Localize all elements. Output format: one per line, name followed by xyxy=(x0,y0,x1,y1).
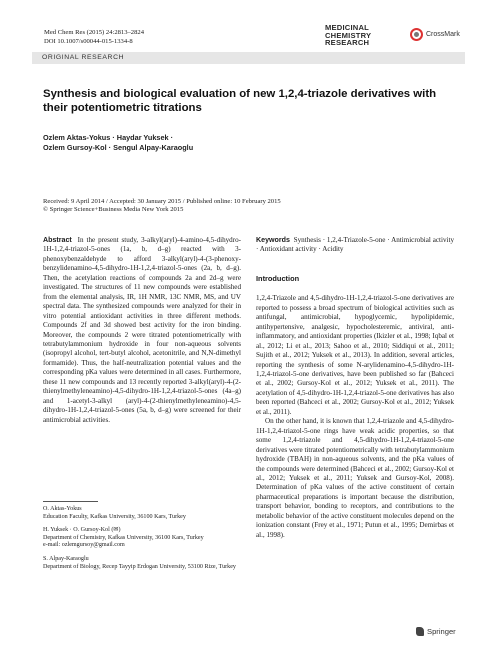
article-type-banner: ORIGINAL RESEARCH xyxy=(32,52,465,64)
author-line: Ozlem Gursoy-Kol · Sengul Alpay-Karaoglu xyxy=(43,143,194,152)
keywords xyxy=(256,236,454,255)
author-list xyxy=(43,133,193,153)
affiliation: O. Aktas-Yokus Education Faculty, Kafkas University, 36100 Kars, Turkey xyxy=(43,506,186,520)
crossmark-label: CrossMark xyxy=(426,31,460,38)
footnote-divider xyxy=(43,501,98,502)
copyright-line: © Springer Science+Business Media New York 2015 xyxy=(43,206,184,214)
journal-masthead-logo: MEDICINAL CHEMISTRY RESEARCH xyxy=(325,23,372,48)
introduction-heading: Introduction xyxy=(256,273,300,283)
crossmark-icon xyxy=(410,28,423,41)
publication-dates xyxy=(43,198,463,215)
keywords-label: Keywords xyxy=(256,236,290,244)
affiliation: S. Alpay-Karaoglu Department of Biology, Recep Tayyip Erdogan University, 53100 Rize, Turkey xyxy=(43,555,236,570)
springer-logo xyxy=(416,627,456,636)
publisher-name: Springer xyxy=(427,627,456,636)
introduction-paragraph: On the other hand, it is known that 1,2,4-triazole and 4,5-dihydro-1H-1,2,4-triazol-5-one rings have weak acidic properties, so that some 1,2,4-triazole and 4,5-dihydro-1H-1,2,4-triazol-5-one derivatives were titrated potentiometrically with tetrabutylammonium hydroxide (TBAH) in non-aqueous solvents, and the pKa values of the compounds were determined (Bahceci et al., 2002; Gursoy-Kol et al., 2012; Yuksek et al., 2011; Yuksek and Gursoy-Kol, 2008). Determination of pKa values of the active constituent of certain pharmaceutical preparations is important because the distribution, transport behavior, bonding to receptors, and contributions to the metabolic behavior of the active constituent molecules depend on the ionization constant (Frey et al., 1971; Putun et al., 1995; Demirbas et al., 1998). xyxy=(256,417,454,539)
abstract-label: Abstract xyxy=(43,236,72,244)
abstract-column xyxy=(43,236,241,425)
keywords-text: Synthesis · 1,2,4-Triazole-5-one · Antimicrobial activity · Antioxidant activity · Acidity xyxy=(256,236,454,254)
author-line: Ozlem Aktas-Yokus · Haydar Yuksek · xyxy=(43,133,174,142)
introduction-paragraph: 1,2,4-Triazole and 4,5-dihydro-1H-1,2,4-triazol-5-one derivatives are reported to possess a broad spectrum of biological activities such as antifungal, antimicrobial, hypoglycemic, hypolipidemic, antihypertensive, analgesic, hypocholesteremic, antiviral, anti-inflammatory, and antioxidant properties (Ikizler et al., 1998; Iqbal et al., 2012; Li et al., 2013; Sahoo et al., 2010; Siddiqui et al., 2011; Sujith et al., 2012; Yuksek et al., 2013). In addition, several articles, reporting the synthesis of some N-arylidenamino-4,5-dihydro-1H-1,2,4-triazol-5-one derivatives, have been published so far (Bahceci et al., 2002; Gursoy-Kol et al., 2012; Yuksek et al., 2011). The acetylation of 4,5-dihydro-1H-1,2,4-triazol-5-one derivatives has also been reported (Bahceci et al., 2002; Gursoy-Kol et al., 2012; Yuksek et al., 2011). xyxy=(256,294,454,416)
right-column xyxy=(256,236,454,540)
affiliation: H. Yuksek · O. Gursoy-Kol (✉) Department of Chemistry, Kafkas University, 36100 Kars, Turkey e-mail: ozlemgursoy@gmail.com xyxy=(43,527,241,550)
abstract-text: In the present study, 3-alkyl(aryl)-4-amino-4,5-dihydro-1H-1,2,4-triazol-5-ones (1a, b, d–g) reacted with 3-phenoxybenzaldehyde to afford 3-alkyl(aryl)-4-(3-phenoxy-benzylidenamino-4,5-dihydro-1H-1,2,4-triazol-5-ones (2a, b, d–g). Then, the acetylation reactions of compounds 2a and 2d–g were investigated. The structures of 11 new compounds were established from the elemental analysis, IR, 1H NMR, 13C NMR, MS, and UV spectral data. The synthesized compounds were analyzed for their in vitro potential antioxidant activities in three different methods. Compounds 2f and 3d showed best activity for the iron binding. Moreover, the compounds 2 were titrated potentiometrically with tetrabutylammonium hydroxide in four non-aqueous solvents (isopropyl alcohol, tert-butyl alcohol, acetonitrile, and N,N-dimethyl formamide). Thus, the half-neutralization potential values and the corresponding pKa values were determined in all cases. Furthermore, these 11 new compounds and 13 recently reported 3-alkyl(aryl)-4-(2-thienylmethyleneamino)-4,5-dihydro-1H-1,2,4-triazol-5-ones (4a–g) and 1-acetyl-3-alkyl (aryl)-4-(2-thienylmethyleneamino)-4,5-dihydro-1H-1,2,4-triazol-5-ones (5a, b, d–g) were screened for their antimicrobial activities. xyxy=(43,236,242,424)
article-title: Synthesis and biological evaluation of new 1,2,4-triazole derivatives with their potentiometric titrations xyxy=(43,88,437,114)
doi[interactable]: DOI 10.1007/s00044-015-1334-8 xyxy=(44,37,133,45)
crossmark-button[interactable] xyxy=(410,28,460,41)
email-link[interactable]: e-mail: ozlemgursoy@gmail.com xyxy=(43,542,125,549)
springer-horse-icon xyxy=(416,627,424,636)
affiliations xyxy=(43,506,241,577)
journal-citation: Med Chem Res (2015) 24:2813–2824 xyxy=(44,29,144,36)
journal-header xyxy=(44,29,144,46)
received-dates: Received: 9 April 2014 / Accepted: 30 January 2015 / Published online: 10 February 2015 xyxy=(43,198,281,205)
